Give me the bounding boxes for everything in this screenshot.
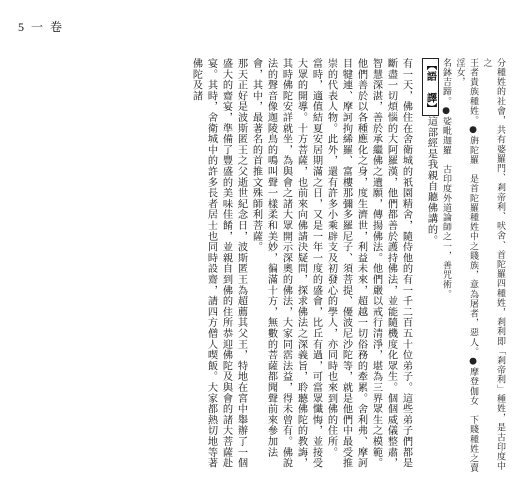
page-header (18, 18, 64, 35)
annotation-line: 名鉢吉蹄。●娑毗迦羅 古印度外道論師之一，善咒術。 (441, 58, 451, 299)
paragraph-text: 這部經是我親自聽佛講的。 (425, 116, 437, 246)
paragraph-text: 有一天，佛住在舍衛城的祇園精舍，隨侍他的有一千二百五十位弟子。這些弟子們都是斷盡一切煩惱的大阿羅漢，他們都善於護持佛法，並能隨機度化眾生。個個威儀整肅，智慧深湛，善於承繼佛之遺願，傳揚佛法。他們嚴以戒行清淨，堪為三界眾生之模範。他們善於以各種應化之身，度生濟世，利益未來，超越一切俗務的牽累。舍利弗、摩訶目犍連、摩訶拘絺羅、富樓那彌多羅尼子、須菩提、優波尼沙陀等，就是他們中最受推崇的代表人物。此外，還有許多小乘辟支及初發心的學人，亦同時也來到佛的住所。 (325, 58, 412, 469)
translation-label-text: 語 譯 (424, 70, 437, 104)
translation-label: 【語 譯】 (422, 58, 439, 116)
translation-paragraph (422, 58, 439, 478)
annotation-line: 王者貴族種姓。●旃陀羅 是首陀羅種姓中之賤族，意為屠者，惡人。●摩登伽女 下賤種姓之賣淫女， (454, 58, 478, 473)
translation-paragraph (324, 58, 414, 478)
page-number: 5 (18, 20, 26, 34)
header-dash: 一 (31, 20, 46, 34)
header-section: 卷 (50, 20, 65, 34)
annotation-line: 分種姓的社會，共有婆羅門、剎帝利、吠舍、首陀羅四種姓，剎利即「剎帝利」種姓，是古印度中之 (481, 58, 505, 471)
translation-paragraph (249, 58, 324, 478)
translation-paragraph (189, 58, 249, 478)
vertical-text-body (22, 58, 506, 478)
paragraph-text: 當時，適值結夏安居期滿之日，又是一年一度的盛會，比丘有過，可當眾懺悔，並接受大眾的開導。十方菩薩，也前來向佛請決疑問，探求佛法之深義旨，聆聽佛陀的教誨，其時佛陀安詳就坐，為與會之諸大眾開示深奧的佛法，大家同霑法益，得未曾有。佛說法的聲音像迦陵鳥的鳴叫聲一樣柔和美妙，徧滿十方，無數的菩薩都聞聲前來參加法會，其中，最著名的首推文殊師利菩薩。 (250, 58, 322, 469)
paragraph-text: 那天正好是波斯匿王之父逝世紀念日，波斯匿王為超薦其父王，特地在宮中舉辦了一個盛大的齋宴，準備了豐盛的美味佳餚，並親自到佛的住所恭迎佛陀及與會的諸大菩薩赴宴。其時，舍衛城中的許多長者居士也同時設齋，請四方僧人喫飯。大家都熱切地等著佛陀及諸 (190, 58, 247, 469)
